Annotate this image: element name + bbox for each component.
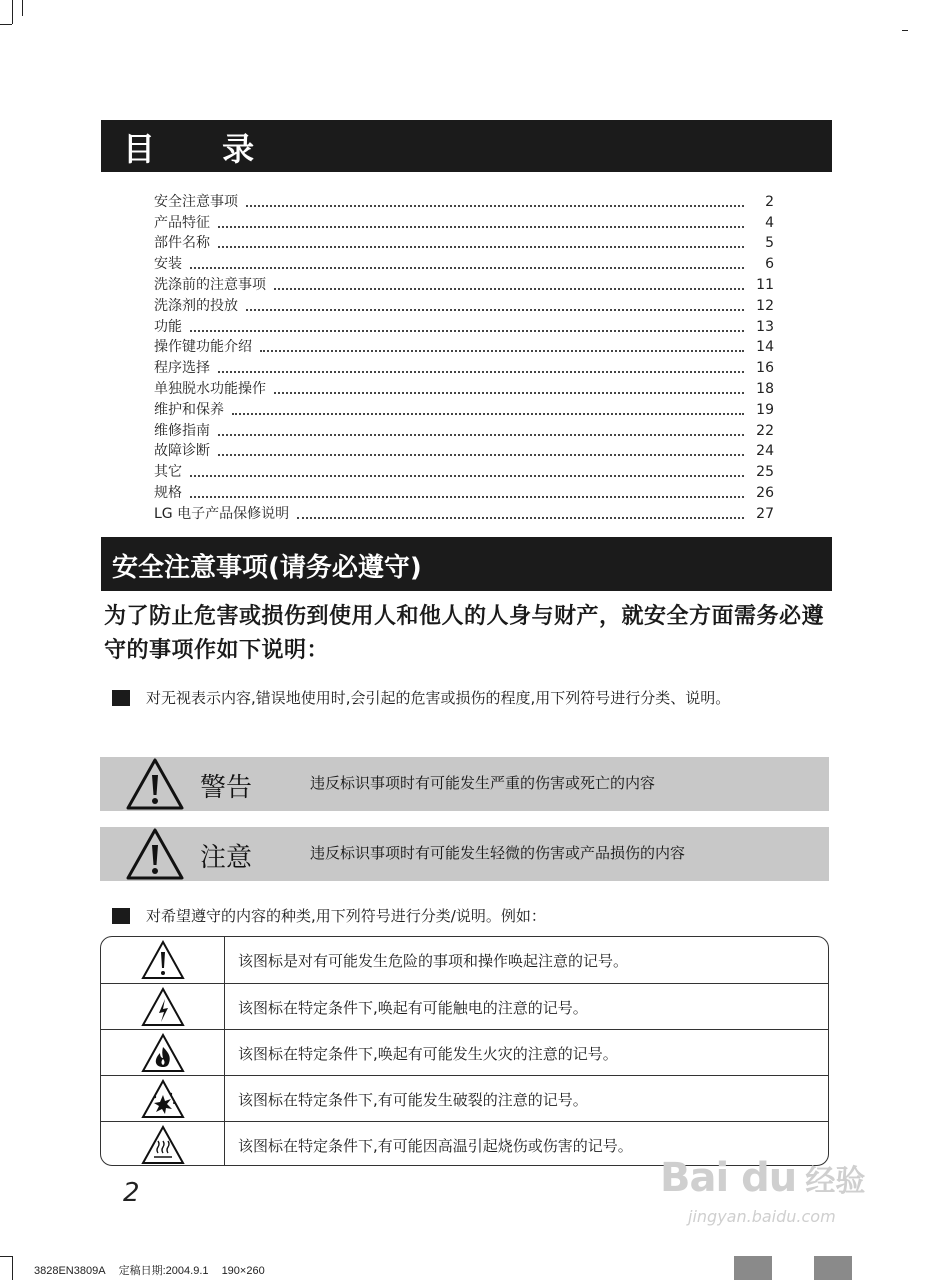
toc-leader: [246, 308, 744, 311]
toc-leader: [274, 287, 744, 290]
toc-item[interactable]: [154, 441, 774, 462]
bullet-paragraph: [112, 684, 832, 712]
toc-item-label: 维修指南: [154, 422, 210, 439]
toc-item[interactable]: [154, 316, 774, 337]
symbol-description: 该图标在特定条件下,唤起有可能发生火灾的注意的记号。: [238, 1045, 618, 1063]
toc-item[interactable]: [154, 503, 774, 524]
symbol-cell: [101, 1030, 225, 1075]
crop-mark: [12, 1256, 13, 1280]
safety-section-header: [101, 537, 832, 591]
toc-item-label: 洗涤前的注意事项: [154, 276, 266, 293]
symbol-description: 该图标是对有可能发生危险的事项和操作唤起注意的记号。: [238, 952, 629, 970]
toc-item-label: 单独脱水功能操作: [154, 380, 266, 397]
square-bullet-icon: [112, 908, 130, 924]
table-row: [101, 983, 828, 1029]
toc-item[interactable]: [154, 191, 774, 212]
bullet-text: 对无视表示内容,错误地使用时,会引起的危害或损伤的程度,用下列符号进行分类、说明。: [146, 689, 731, 707]
caution-desc: 违反标识事项时有可能发生轻微的伤害或产品损伤的内容: [310, 844, 686, 862]
watermark-cn: 经验: [805, 1164, 866, 1199]
table-row: [101, 1075, 828, 1121]
toc-item-page: 27: [756, 505, 774, 522]
safety-intro: 为了防止危害或损伤到使用人和他人的人身与财产，就安全方面需务必遵守的事项作如下说明：: [104, 604, 825, 663]
toc-item-page: 6: [765, 256, 774, 273]
hot-surface-triangle-icon: [141, 1125, 185, 1165]
symbol-table: [100, 936, 829, 1166]
crop-mark: [902, 30, 908, 31]
toc-item[interactable]: [154, 233, 774, 254]
footer-code: 3828EN3809A: [34, 1265, 106, 1277]
toc-item-label: 维护和保养: [154, 401, 224, 418]
symbol-description: 该图标在特定条件下,有可能因高温引起烧伤或伤害的记号。: [238, 1137, 633, 1155]
toc-leader: [190, 474, 744, 477]
print-footer: [34, 1262, 275, 1278]
watermark: [660, 1155, 866, 1226]
toc-item[interactable]: [154, 420, 774, 441]
toc-item[interactable]: [154, 461, 774, 482]
bullet-text: 对希望遵守的内容的种类,用下列符号进行分类/说明。例如：: [146, 907, 546, 925]
toc-item-page: 22: [756, 422, 774, 439]
toc-item-page: 19: [756, 401, 774, 418]
toc-item[interactable]: [154, 274, 774, 295]
toc-item-page: 2: [765, 193, 774, 210]
toc-item-page: 26: [756, 484, 774, 501]
table-row: [101, 1029, 828, 1075]
toc-leader: [218, 370, 744, 373]
toc-item-label: 洗涤剂的投放: [154, 297, 238, 314]
toc-leader: [218, 225, 744, 228]
toc-item[interactable]: [154, 295, 774, 316]
toc-leader: [218, 245, 744, 248]
bullet-paragraph: [112, 902, 832, 930]
toc-header: [101, 120, 832, 172]
crop-mark: [0, 24, 12, 25]
crop-mark: [0, 1256, 12, 1257]
toc-item-label: 故障诊断: [154, 443, 210, 460]
caution-triangle-icon: [124, 827, 186, 881]
symbol-cell: [101, 984, 225, 1029]
warning-desc: 违反标识事项时有可能发生严重的伤害或死亡的内容: [310, 774, 656, 792]
toc-leader: [246, 204, 744, 207]
toc-item[interactable]: [154, 399, 774, 420]
toc-item-label: 功能: [154, 318, 182, 335]
toc-item-label: 部件名称: [154, 235, 210, 252]
square-bullet-icon: [112, 690, 130, 706]
toc-item-label: 操作键功能介绍: [154, 339, 252, 356]
table-row: [101, 937, 828, 983]
page-number: 2: [123, 1178, 140, 1208]
toc-leader: [274, 391, 744, 394]
symbol-cell: [101, 937, 225, 983]
symbol-cell: [101, 1076, 225, 1121]
safety-title: 安全注意事项(请务必遵守): [112, 553, 422, 583]
symbol-cell: [101, 1122, 225, 1166]
caution-title: 注意: [200, 843, 253, 873]
toc-leader: [232, 412, 744, 415]
toc-item-page: 16: [756, 360, 774, 377]
toc-item[interactable]: [154, 378, 774, 399]
toc-leader: [297, 516, 744, 519]
toc-item-page: 5: [765, 235, 774, 252]
toc-item-page: 24: [756, 443, 774, 460]
toc-title: 目 录: [123, 130, 283, 168]
toc-item-label: 规格: [154, 484, 182, 501]
toc-item-label: 其它: [154, 464, 182, 481]
toc-item[interactable]: [154, 337, 774, 358]
toc-item[interactable]: [154, 253, 774, 274]
toc-item[interactable]: [154, 357, 774, 378]
fire-triangle-icon: [141, 1033, 185, 1073]
toc-item-page: 11: [756, 276, 774, 293]
toc-item-label: 程序选择: [154, 360, 210, 377]
crop-mark: [12, 0, 13, 24]
toc-item-page: 4: [765, 214, 774, 231]
symbol-description: 该图标在特定条件下,有可能发生破裂的注意的记号。: [238, 1091, 588, 1109]
crop-mark: [22, 0, 23, 16]
watermark-url: jingyan.baidu.com: [688, 1207, 836, 1226]
warning-bar: [100, 757, 829, 811]
toc-item-page: 13: [756, 318, 774, 335]
toc-item-label: LG 电子产品保修说明: [154, 505, 290, 522]
toc-list: [154, 191, 774, 524]
toc-item-label: 安全注意事项: [154, 193, 238, 210]
symbol-description: 该图标在特定条件下,唤起有可能触电的注意的记号。: [238, 999, 588, 1017]
explosion-triangle-icon: [141, 1079, 185, 1119]
footer-size: 190×260: [221, 1265, 265, 1277]
toc-item[interactable]: [154, 212, 774, 233]
electric-shock-triangle-icon: [141, 987, 185, 1027]
toc-leader: [260, 349, 744, 352]
watermark-brand: Bai du: [660, 1155, 797, 1201]
exclamation-triangle-icon: [141, 940, 185, 980]
warning-triangle-icon: [124, 757, 186, 811]
registration-mark: [814, 1256, 852, 1280]
toc-item-page: 12: [756, 297, 774, 314]
toc-leader: [218, 433, 744, 436]
toc-leader: [190, 495, 744, 498]
footer-date: 定稿日期:2004.9.1: [118, 1265, 209, 1277]
toc-item[interactable]: [154, 482, 774, 503]
toc-item-page: 18: [756, 380, 774, 397]
warning-title: 警告: [200, 773, 253, 803]
toc-item-label: 安装: [154, 256, 182, 273]
toc-leader: [218, 453, 744, 456]
toc-item-label: 产品特征: [154, 214, 210, 231]
toc-leader: [190, 329, 744, 332]
caution-bar: [100, 827, 829, 881]
toc-leader: [190, 266, 744, 269]
registration-mark: [734, 1256, 772, 1280]
toc-item-page: 25: [756, 464, 774, 481]
toc-item-page: 14: [756, 339, 774, 356]
